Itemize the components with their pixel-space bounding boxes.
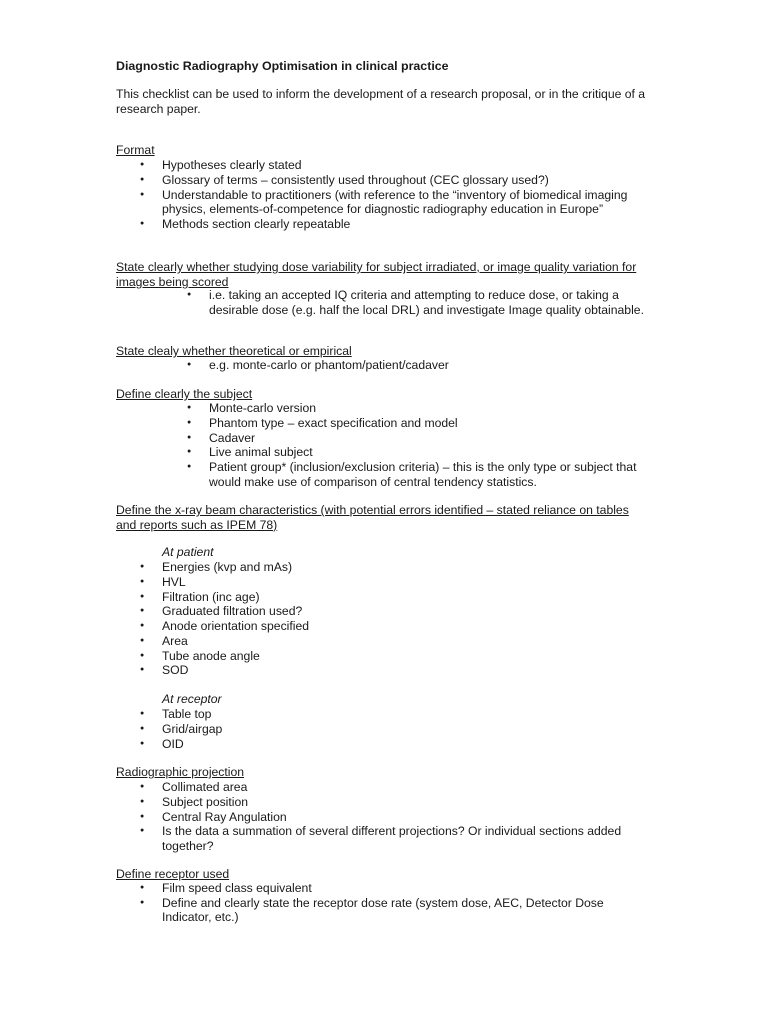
list-item: ● Patient group* (inclusion/exclusion criteria) – this is the only type or subject that would make use of comparison of central tendency statistics.	[209, 460, 644, 489]
list-item: ● Area	[162, 634, 652, 649]
list-item: ● i.e. taking an accepted IQ criteria and attempting to reduce dose, or taking a desirable dose (e.g. half the local DRL) and investigate Image quality obtainable.	[209, 288, 649, 317]
list-item: ● Table top	[162, 707, 652, 722]
list-item: ● Phantom type – exact specification and model	[209, 416, 644, 431]
document-title: Diagnostic Radiography Optimisation in clinical practice	[116, 59, 449, 73]
list-item: ● Live animal subject	[209, 445, 644, 460]
section-heading-theoretical: State clealy whether theoretical or empirical	[116, 344, 352, 358]
theoretical-list	[209, 358, 649, 373]
list-item: ● SOD	[162, 663, 652, 678]
section-heading-projection: Radiographic projection	[116, 765, 245, 779]
list-item: ● HVL	[162, 575, 652, 590]
section-heading-subject: Define clearly the subject	[116, 387, 253, 401]
list-item: ● Monte-carlo version	[209, 401, 644, 416]
at-receptor-list	[162, 707, 652, 751]
list-item: ● Tube anode angle	[162, 649, 652, 664]
list-item: ● Methods section clearly repeatable	[162, 217, 637, 232]
subgroup-label-at-patient: At patient	[162, 545, 214, 559]
list-item: ● Energies (kvp and mAs)	[162, 560, 652, 575]
section-heading-dose-variability: State clearly whether studying dose variability for subject irradiated, or image quality variation for images being scored	[116, 260, 637, 289]
list-item: ● Subject position	[162, 795, 662, 810]
list-item: ● Cadaver	[209, 431, 644, 446]
section-heading-receptor: Define receptor used	[116, 867, 230, 881]
list-item: ● OID	[162, 737, 652, 752]
receptor-list	[162, 881, 652, 925]
dose-variability-list	[209, 288, 649, 317]
section-heading-format: Format	[116, 143, 155, 157]
list-item: ● Filtration (inc age)	[162, 590, 652, 605]
section-heading-xray-beam: Define the x-ray beam characteristics (with potential errors identified – stated reliance on tables and reports such as IPEM 78)	[116, 503, 629, 532]
intro-paragraph: This checklist can be used to inform the development of a research proposal, or in the critique of a research paper.	[116, 87, 646, 116]
list-item: ● Central Ray Angulation	[162, 810, 662, 825]
list-item: ● Graduated filtration used?	[162, 604, 652, 619]
at-patient-list	[162, 560, 652, 678]
subgroup-label-at-receptor: At receptor	[162, 692, 222, 706]
list-item: ● Grid/airgap	[162, 722, 652, 737]
list-item: ● Anode orientation specified	[162, 619, 652, 634]
subject-list	[209, 401, 644, 490]
projection-list	[162, 780, 662, 854]
list-item: ● Film speed class equivalent	[162, 881, 652, 896]
list-item: ● Is the data a summation of several different projections? Or individual sections added together?	[162, 824, 662, 853]
list-item: ● Collimated area	[162, 780, 662, 795]
list-item: ● Hypotheses clearly stated	[162, 158, 637, 173]
list-item: ● e.g. monte-carlo or phantom/patient/cadaver	[209, 358, 649, 373]
list-item: ● Understandable to practitioners (with reference to the “inventory of biomedical imaging physics, elements-of-competence for diagnostic radiography education in Europe”	[162, 188, 637, 217]
list-item: ● Define and clearly state the receptor dose rate (system dose, AEC, Detector Dose Indicator, etc.)	[162, 896, 652, 925]
format-list	[162, 158, 637, 232]
list-item: ● Glossary of terms – consistently used throughout (CEC glossary used?)	[162, 173, 637, 188]
